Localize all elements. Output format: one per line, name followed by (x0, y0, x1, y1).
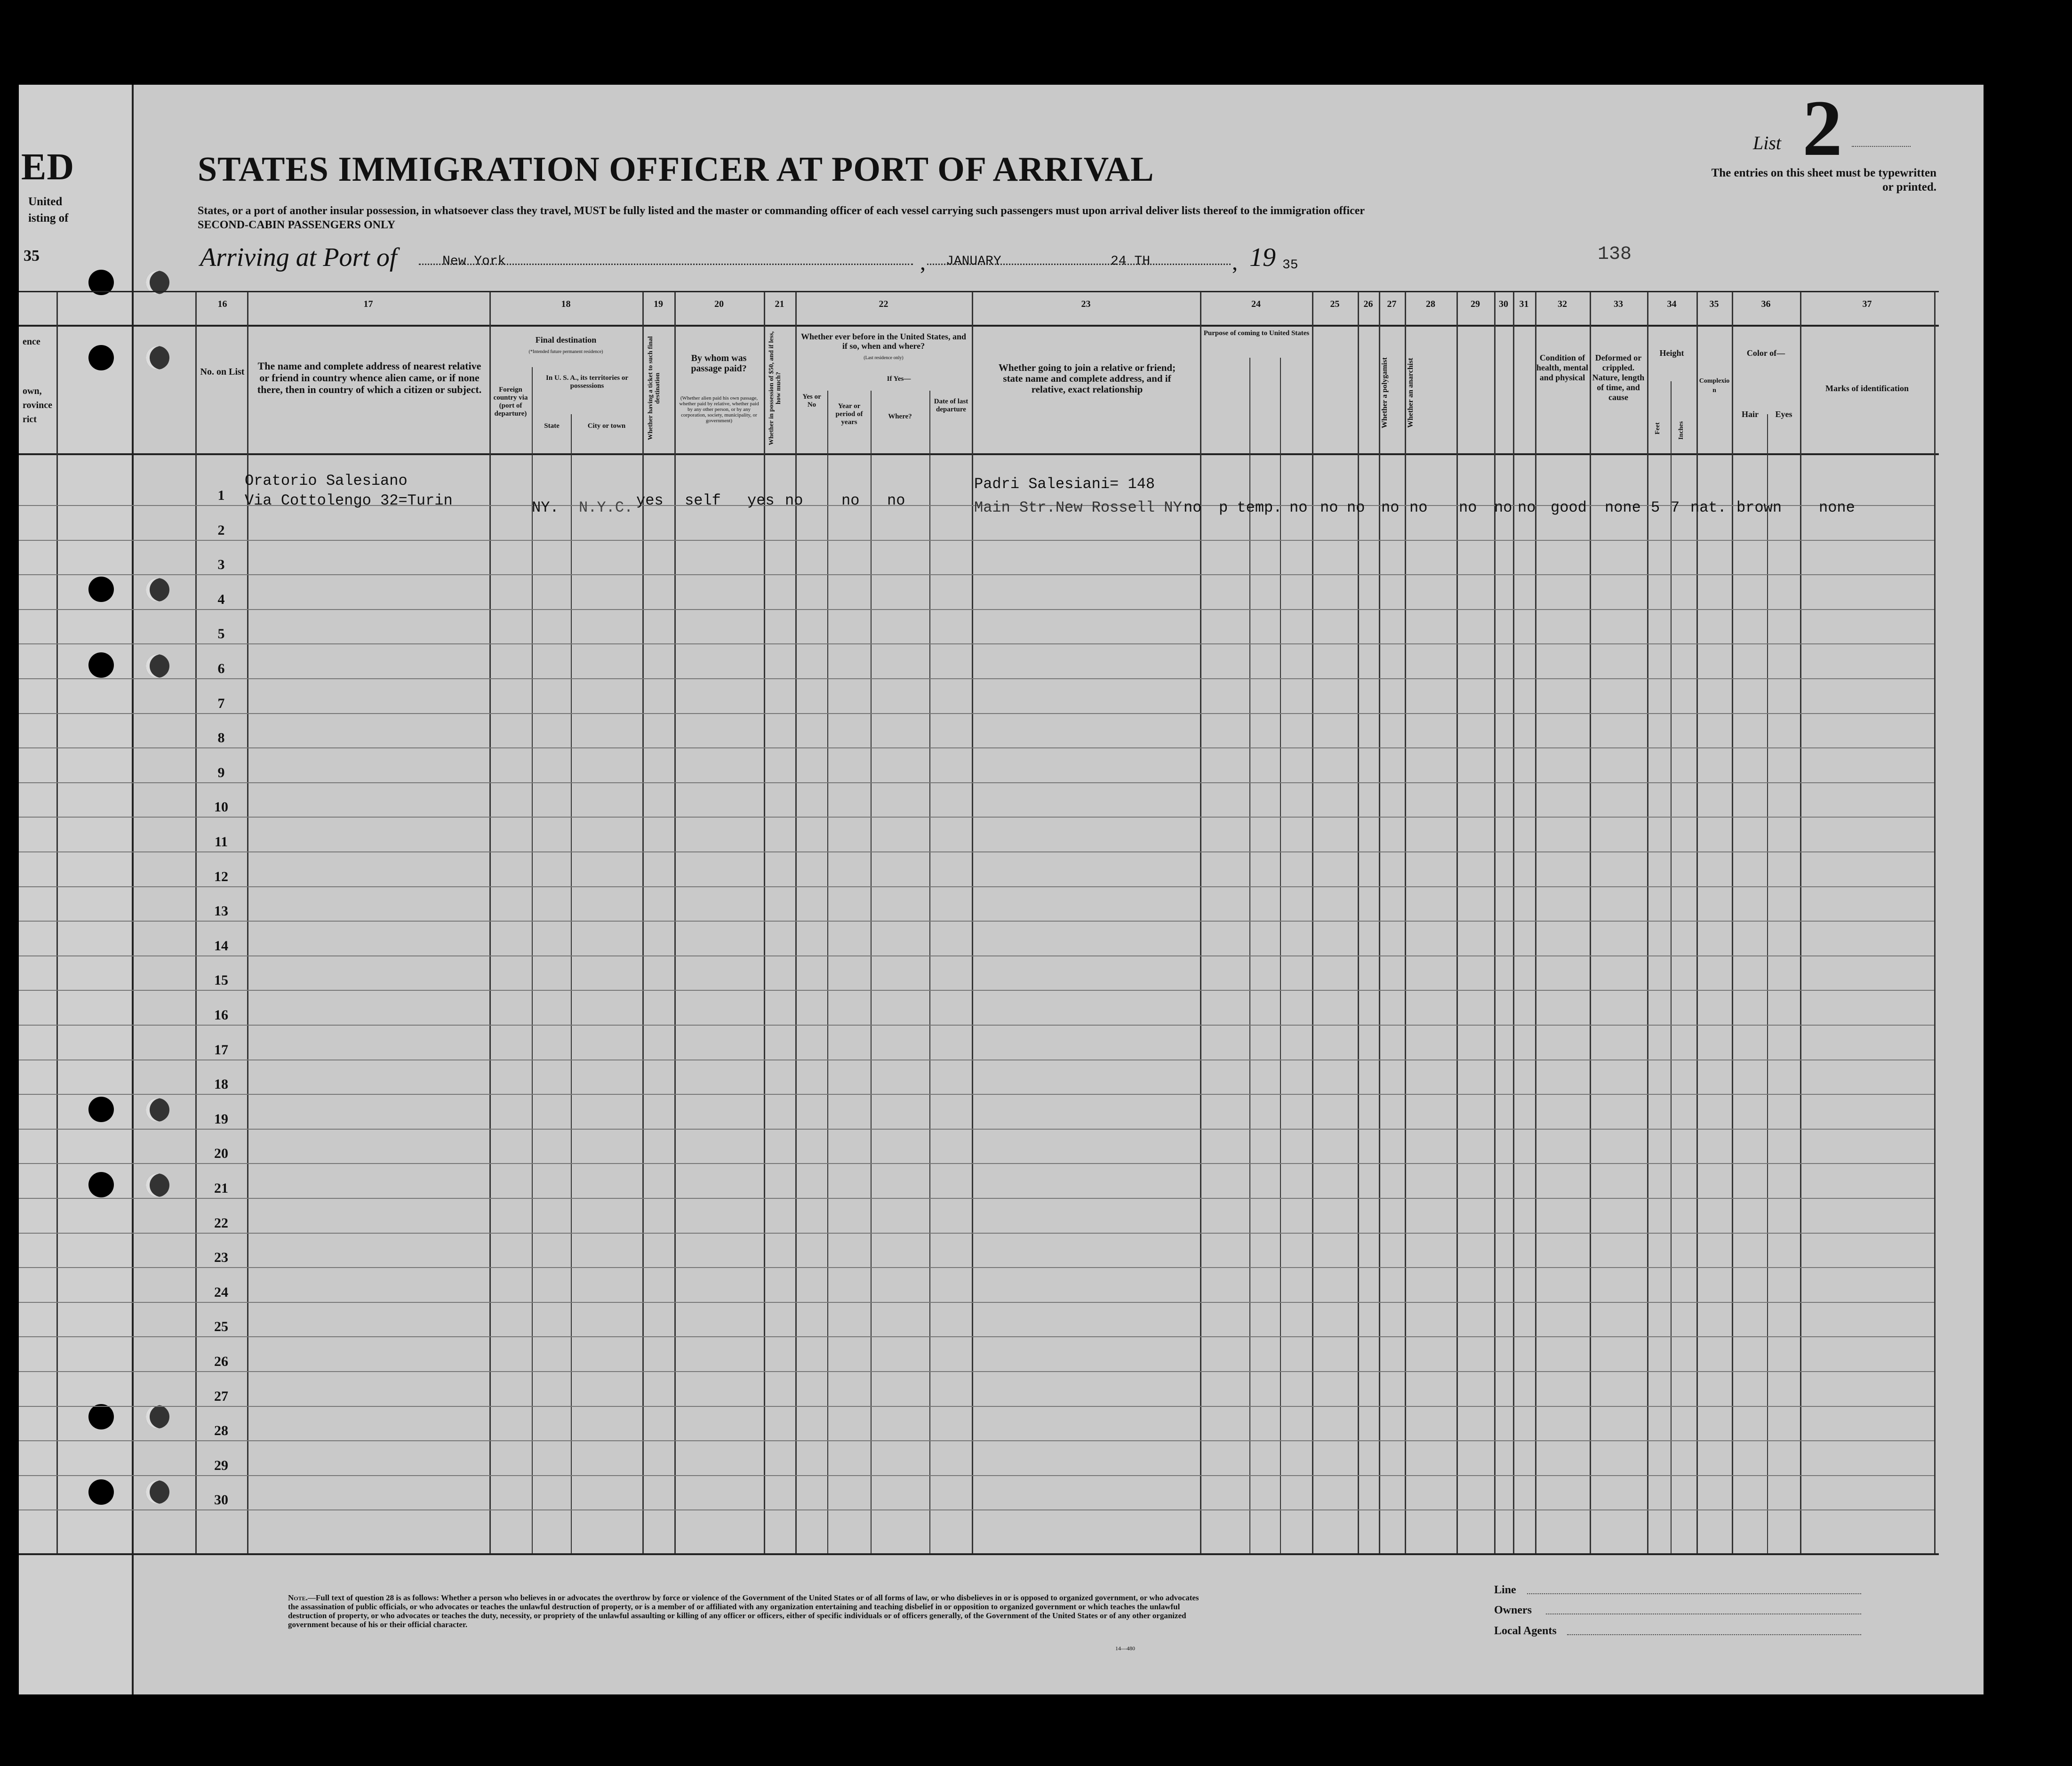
header-city: City or town (587, 422, 626, 430)
column-number: 32 (1558, 299, 1567, 309)
column-number: 35 (1709, 299, 1719, 309)
column-number: 18 (561, 299, 571, 309)
comma: , (920, 250, 926, 275)
row1-complexion: nat. (1690, 499, 1727, 516)
row-rule (19, 817, 1934, 818)
header-hair: Hair (1742, 409, 1759, 419)
header-foreign-country: Foreign country via (port of departure) (493, 386, 528, 417)
row-rule (19, 574, 1934, 575)
row1-col31: no (1518, 499, 1536, 516)
row-rule (19, 1406, 1934, 1407)
row1-inches: 7 (1671, 499, 1680, 516)
row-number: 18 (214, 1076, 228, 1092)
column-number: 28 (1426, 299, 1435, 309)
left-column-label: ence (23, 337, 40, 347)
punch-hole (146, 1405, 169, 1429)
header-bottom-rule (19, 453, 1939, 455)
comma: , (1232, 250, 1238, 275)
left-column-line2: rovince (23, 400, 52, 410)
arrival-day: 24 TH (1111, 254, 1151, 269)
row1-join-line1: Padri Salesiani= 148 (974, 475, 1155, 493)
row1-col27: no (1381, 499, 1400, 516)
footer-line-rule (1527, 1593, 1861, 1594)
row-rule (19, 886, 1934, 887)
column-number: 36 (1761, 299, 1771, 309)
row-number: 14 (214, 938, 228, 954)
row-rule (19, 1336, 1934, 1337)
column-number: 26 (1363, 299, 1373, 309)
row-rule (19, 747, 1934, 748)
year-prefix: 19 (1249, 243, 1276, 272)
row-rule (19, 921, 1934, 922)
row-rule (19, 1475, 1934, 1476)
header-complexion: Complexion (1699, 377, 1730, 394)
arriving-label: Arriving at Port of (200, 243, 397, 272)
row1-relative-line2: Via Cottolengo 32=Turin (245, 492, 453, 509)
row1-before-yesno: no (785, 492, 803, 509)
left-column-line3: rict (23, 414, 37, 425)
row-number: 10 (214, 799, 228, 815)
page-title: STATES IMMIGRATION OFFICER AT PORT OF ARRIVAL (198, 150, 1154, 189)
row1-col24a: no (1184, 499, 1202, 516)
row-number: 17 (214, 1042, 228, 1058)
row-rule (19, 609, 1934, 610)
header-height: Height (1659, 348, 1684, 358)
typewritten-note: The entries on this sheet must be typewritten or printed. (1711, 167, 1936, 193)
row1-marks: none (1819, 499, 1855, 516)
column-number: 19 (654, 299, 663, 309)
header-col33: Deformed or crippled. Nature, length of time, and cause (1592, 353, 1645, 402)
footer-line-label: Line (1494, 1584, 1516, 1596)
footer-owners-rule (1546, 1613, 1861, 1614)
column-number: 27 (1387, 299, 1397, 309)
punch-hole (146, 654, 169, 678)
table-bottom-rule (19, 1553, 1939, 1555)
header-col19: Whether having a ticket to such final destination (647, 336, 661, 441)
column-number: 29 (1471, 299, 1480, 309)
row-number: 30 (214, 1492, 228, 1508)
form-number: 14—480 (1115, 1645, 1135, 1652)
column-number: 24 (1251, 299, 1261, 309)
row-number: 21 (214, 1180, 228, 1196)
footer-agents-rule (1567, 1634, 1861, 1635)
row-number: 23 (214, 1250, 228, 1266)
header-col22: Whether ever before in the United States, and if so, when and where? (801, 332, 966, 351)
row-number: 28 (214, 1423, 228, 1439)
row1-col24b: p temp. (1219, 499, 1282, 516)
punch-hole (88, 1172, 114, 1197)
row-number: 5 (217, 626, 225, 642)
row-number: 20 (214, 1146, 228, 1162)
row-rule (19, 1267, 1934, 1268)
row-rule (19, 1233, 1934, 1234)
left-fragment-heading: ED (21, 146, 75, 188)
row-rule (19, 955, 1934, 956)
list-label: List (1753, 132, 1782, 153)
row1-col25: no (1320, 499, 1338, 516)
header-col22-years: Year or period of years (835, 402, 863, 426)
header-in-usa: In U. S. A., its territories or possessions (546, 374, 628, 390)
left-fragment-line1: United (28, 195, 63, 208)
page-subtitle: States, or a port of another insular possession, in whatsoever class they travel, MUST be fully listed and the master or commanding officer of each vessel carrying such passengers must upon arrival deliver lists thereof to the immigration officer (198, 205, 1365, 217)
row1-paid-by: self (685, 492, 721, 509)
row-number: 25 (214, 1319, 228, 1335)
header-col22-yesno: Yes or No (802, 393, 821, 409)
left-fragment-year: 35 (24, 247, 40, 265)
row1-col30: no (1494, 499, 1512, 516)
row-rule (19, 851, 1934, 852)
row1-state: NY. (532, 499, 559, 516)
punch-hole (88, 1479, 114, 1505)
footer-owners-label: Owners (1494, 1604, 1532, 1616)
cabin-class-line: SECOND-CABIN PASSENGERS ONLY (198, 219, 396, 231)
header-col17: The name and complete address of nearest relative or friend in country whence alien came, or if none there, then in country of which a citizen or subject. (257, 360, 482, 395)
punch-hole (88, 1404, 114, 1429)
header-col20-note: (Whether alien paid his own passage, whether paid by relative, whether paid by any other person, or by any corporation, society, municipality, or government) (679, 395, 759, 424)
row-number: 7 (217, 695, 225, 711)
left-column-line1: own, (23, 386, 42, 396)
punch-hole (88, 577, 114, 602)
column-number: 16 (217, 299, 227, 309)
header-col28: Whether an anarchist (1407, 358, 1415, 428)
port-name: New York (442, 254, 506, 269)
header-col22-where: Where? (888, 413, 912, 420)
header-col21: Whether in possession of $50, and if less, how much? (768, 331, 782, 446)
row-number: 15 (214, 972, 228, 988)
row-number: 1 (217, 488, 225, 503)
row-number: 2 (217, 522, 225, 538)
row-number: 24 (214, 1284, 228, 1300)
punch-hole (88, 652, 114, 678)
row1-health: good (1551, 499, 1587, 516)
row-rule (19, 1025, 1934, 1026)
row-number: 13 (214, 903, 228, 919)
row1-join-line2: Main Str.New Rossell NY (974, 499, 1182, 516)
punch-hole (146, 1098, 169, 1122)
column-number: 20 (714, 299, 724, 309)
row-rule (19, 540, 1934, 541)
row-rule (19, 1163, 1934, 1164)
row1-relative-line1: Oratorio Salesiano (245, 472, 408, 490)
header-no-on-list: No. on List (200, 367, 245, 377)
year-suffix: 35 (1282, 258, 1298, 273)
row1-fifty: yes (747, 492, 775, 509)
header-inches: Inches (1678, 421, 1685, 440)
list-number: 2 (1802, 84, 1842, 172)
header-col23: Whether going to join a relative or friend; state name and complete address, and if relative, exact relationship (998, 362, 1176, 395)
column-number: 25 (1330, 299, 1340, 309)
punch-hole (88, 345, 114, 370)
row-rule (19, 1440, 1934, 1441)
column-number: 31 (1519, 299, 1529, 309)
stamp-number: 138 (1598, 244, 1632, 265)
row1-before-years: no (841, 492, 860, 509)
row-number: 8 (217, 730, 225, 746)
row-rule (19, 713, 1934, 714)
row-number: 16 (214, 1007, 228, 1023)
header-col22-date: Date of last departure (934, 398, 968, 413)
row1-hair: brown (1736, 499, 1782, 516)
header-col27: Whether a polygamist (1381, 357, 1389, 429)
row-number: 27 (214, 1388, 228, 1404)
row-rule (19, 643, 1934, 644)
row1-before-where: no (887, 492, 905, 509)
punch-hole (88, 1097, 114, 1122)
row-rule (19, 1094, 1934, 1095)
footer-note (288, 1593, 1206, 1629)
row-rule (19, 1371, 1934, 1372)
header-eyes: Eyes (1775, 409, 1792, 419)
footer-note-label: Note.— (288, 1593, 316, 1602)
header-color-of: Color of— (1746, 348, 1785, 358)
column-number: 37 (1862, 299, 1872, 309)
column-number: 23 (1081, 299, 1091, 309)
left-fragment-line2: isting of (28, 212, 69, 225)
row-number: 11 (214, 834, 228, 850)
punch-hole (146, 1173, 169, 1197)
row-rule (19, 990, 1934, 991)
punch-hole (146, 1480, 169, 1504)
column-number: 33 (1614, 299, 1623, 309)
header-col22-sub: (Last residence only) (864, 355, 904, 361)
row-number: 4 (217, 591, 225, 607)
header-final-destination: Final destination (535, 335, 597, 345)
header-marks: Marks of identification (1825, 384, 1909, 393)
row-number: 19 (214, 1111, 228, 1127)
column-number: 21 (775, 299, 784, 309)
row-number: 6 (217, 661, 225, 676)
header-state: State (544, 422, 560, 430)
row1-feet: 5 (1651, 499, 1660, 516)
list-number-rule (1852, 146, 1911, 147)
footer-agents-label: Local Agents (1494, 1625, 1557, 1637)
column-number-rule (19, 325, 1939, 327)
row1-col29: no (1459, 499, 1477, 516)
row-rule (19, 678, 1934, 679)
punch-hole (146, 346, 169, 369)
header-feet: Feet (1654, 422, 1661, 434)
row1-col24c: no (1289, 499, 1308, 516)
row-number: 22 (214, 1215, 228, 1231)
column-number: 30 (1499, 299, 1508, 309)
header-final-destination-sub: (*Intended future permanent residence) (528, 349, 603, 354)
row-number: 9 (217, 764, 225, 780)
arrival-month: JANUARY (946, 254, 1001, 269)
column-number: 17 (363, 299, 373, 309)
header-col22-ifyes: If Yes— (887, 375, 911, 383)
header-col20: By whom was passage paid? (691, 353, 747, 374)
row-rule (19, 1302, 1934, 1303)
row-rule (19, 1509, 1934, 1510)
row1-city: N.Y.C. (579, 499, 633, 516)
row-number: 12 (214, 868, 228, 884)
table-top-rule (19, 291, 1939, 292)
row-rule (19, 782, 1934, 783)
header-col32: Condition of health, mental and physical (1536, 353, 1588, 382)
row-number: 26 (214, 1354, 228, 1369)
row-rule (19, 1198, 1934, 1199)
row1-col28: no (1409, 499, 1428, 516)
header-col24: Purpose of coming to United States (1203, 329, 1310, 337)
punch-hole (146, 578, 169, 602)
row-number: 29 (214, 1457, 228, 1473)
row1-ticket: yes (636, 492, 664, 509)
row1-col26: no (1347, 499, 1365, 516)
column-number: 34 (1667, 299, 1677, 309)
row1-deformed: none (1605, 499, 1641, 516)
row-number: 3 (217, 557, 225, 573)
row-rule (19, 1129, 1934, 1130)
footer-note-text: Full text of question 28 is as follows: Whether a person who believes in or advocates the overthrow by force or violence of the Government of the United States or of all forms of law, or who disbelieves in or is opposed to organized government, or who advocates the assassination of public officials, or who advocates or teaches the unlawful destruction of property, or is a member of or affiliated with any organization entertaining and teaching disbelief in or opposition to organized government or which teaches the unlawful destruction of property, or who advocates or teaches the duty, necessity, or propriety of the unlawful assaulting or killing of any officer or officers, either of specific individuals or of officers generally, of the Government of the United States or of any other organized government because of his or their official character. (288, 1593, 1199, 1629)
column-number: 22 (879, 299, 888, 309)
